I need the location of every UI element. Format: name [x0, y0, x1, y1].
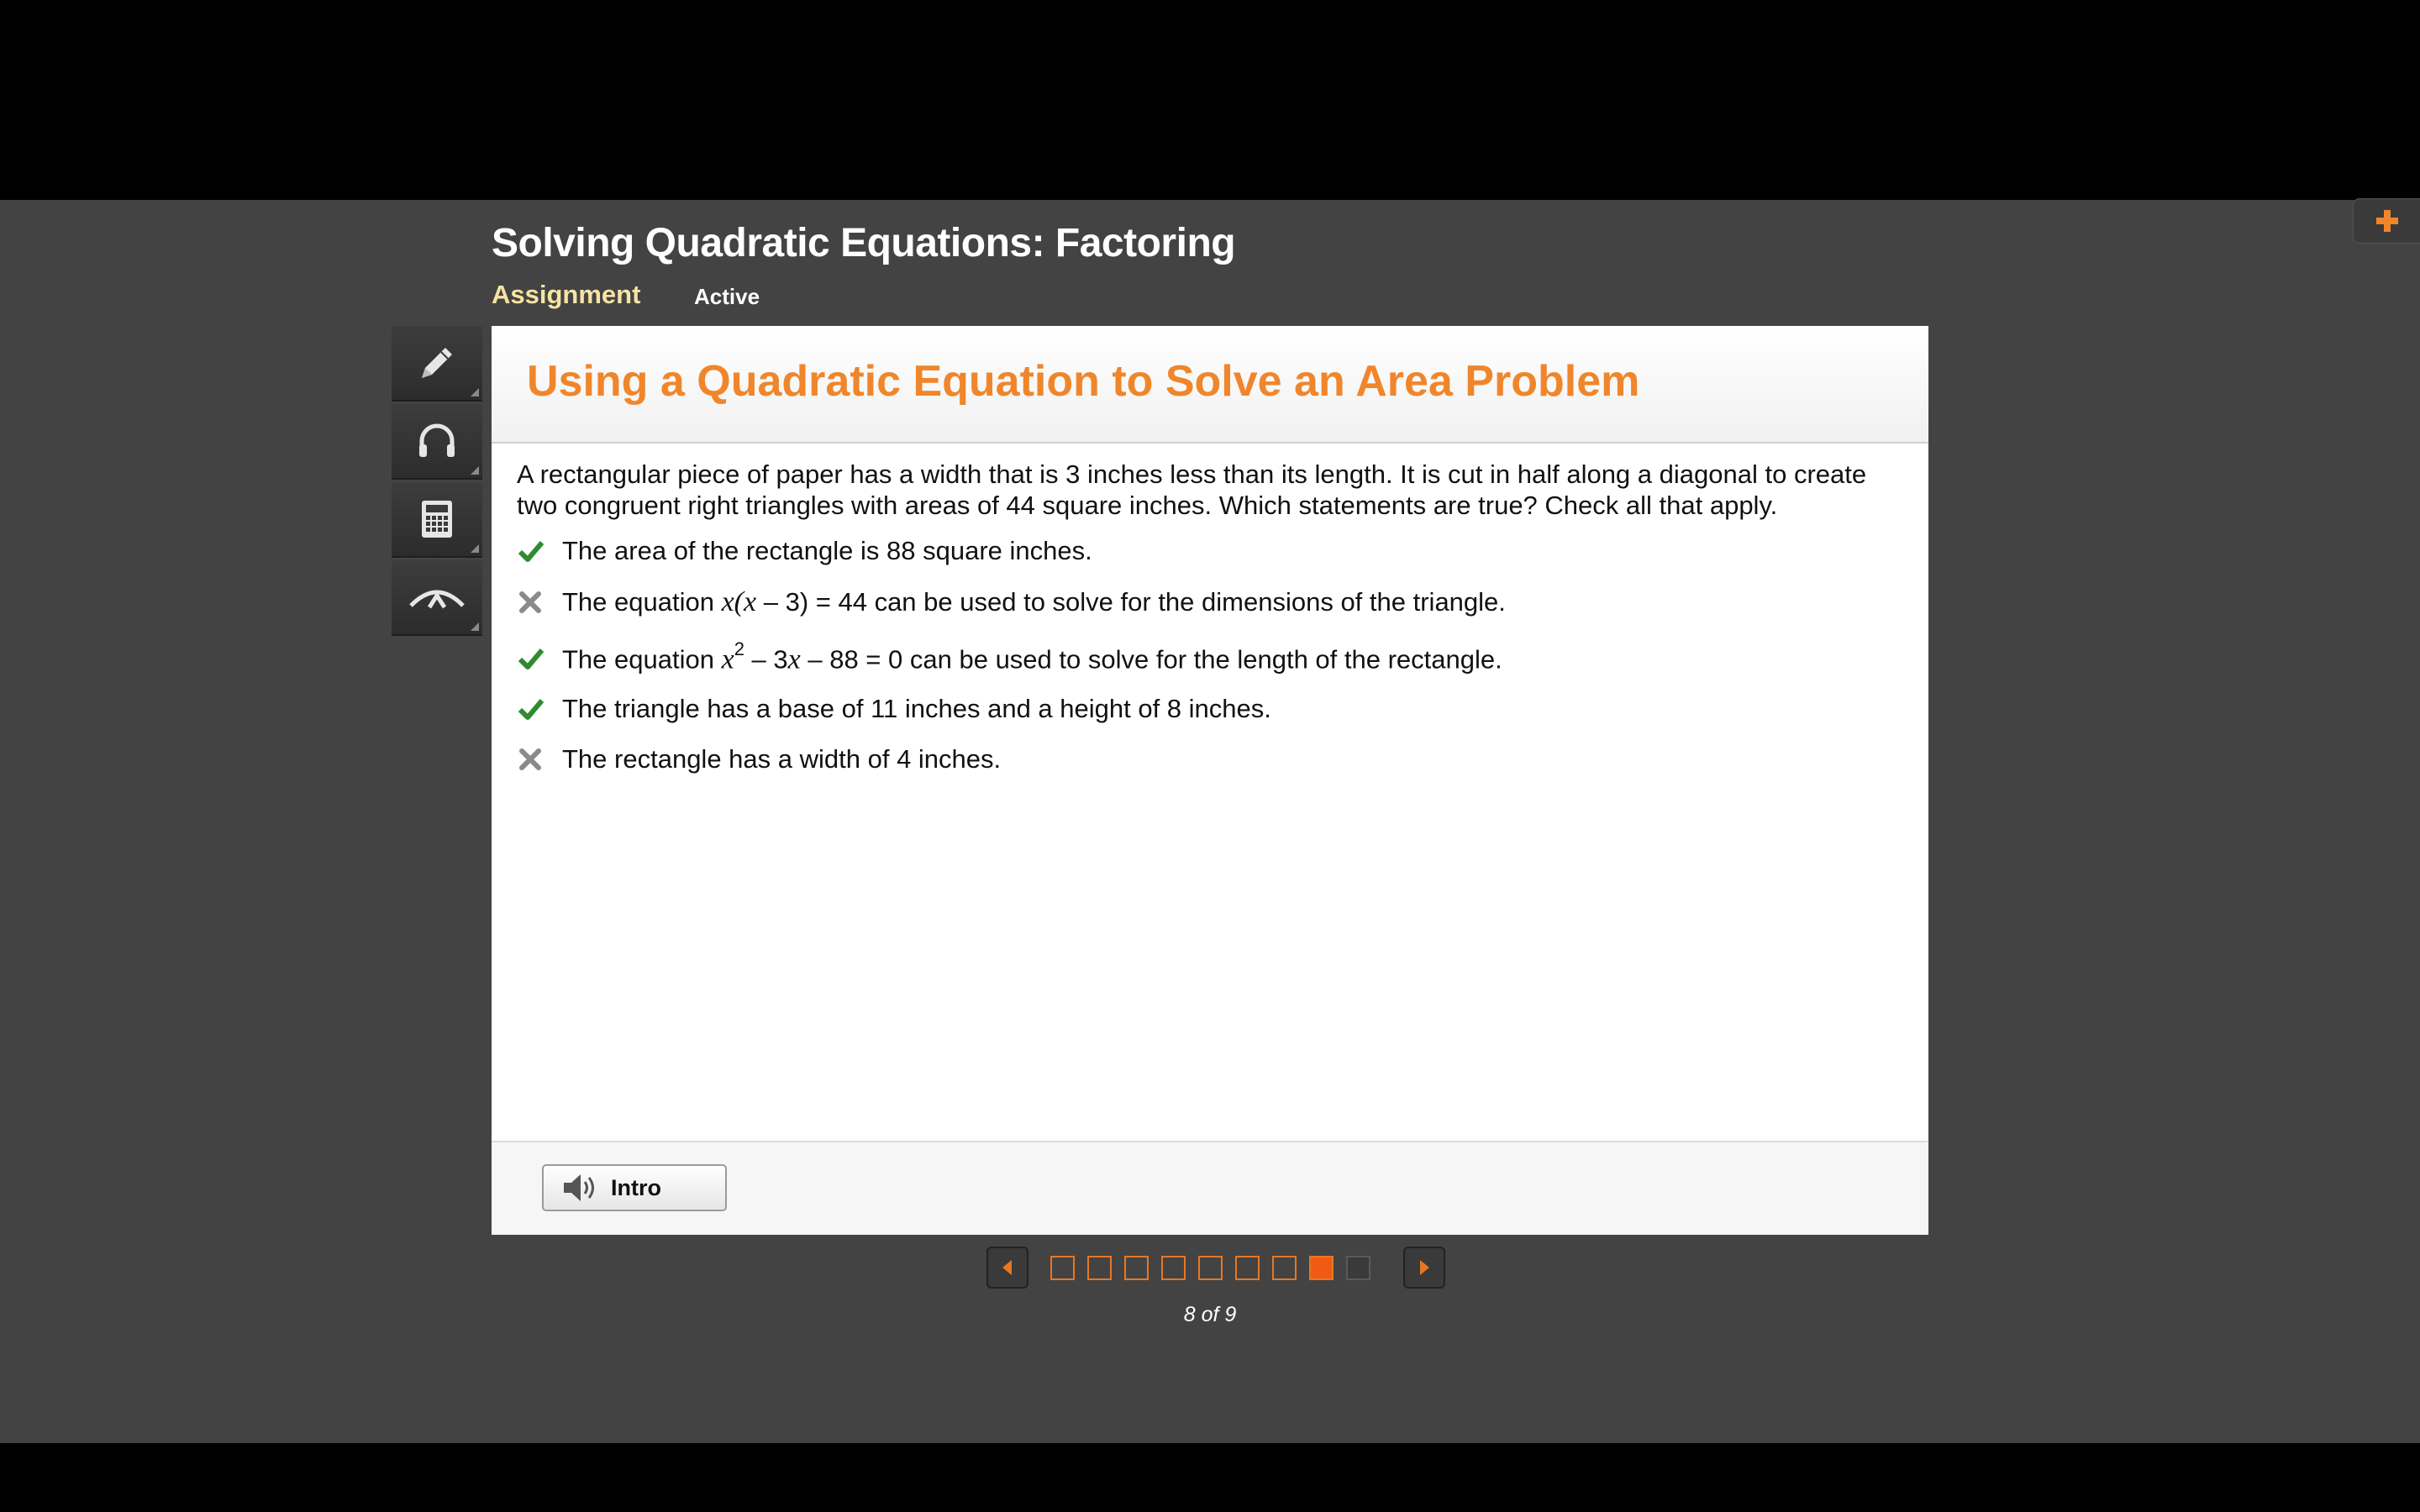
x-icon: [518, 591, 542, 614]
arrow-left-icon: [999, 1258, 1016, 1277]
answer-option-4[interactable]: [517, 694, 1271, 724]
check-icon: [518, 648, 544, 669]
activity-footer: [492, 1141, 1928, 1235]
answer-text: The rectangle has a width of 4 inches.: [562, 744, 1002, 774]
answer-text: The equation $x^2 - 3x - 88 = 0$ can be used to solve for the length of the rectangle.: [562, 638, 1502, 675]
pencil-tool-button[interactable]: [392, 326, 482, 402]
x-icon: [518, 748, 542, 771]
lesson-title: Solving Quadratic Equations: Factoring: [492, 221, 1236, 265]
intro-button[interactable]: [542, 1164, 727, 1211]
audio-tool-button[interactable]: [392, 404, 482, 480]
calculator-tool-button[interactable]: [392, 482, 482, 558]
page-indicator-7[interactable]: [1272, 1256, 1297, 1280]
previous-page-button[interactable]: [986, 1247, 1028, 1289]
page-navigator: [986, 1247, 1445, 1289]
page-indicator-6[interactable]: [1235, 1256, 1260, 1280]
lesson-type-label: Assignment: [492, 280, 641, 309]
answer-text: The equation x(x – 3) = 44 can be used to solve for the dimensions of the triangle.: [562, 586, 1506, 617]
intro-label: Intro: [611, 1174, 661, 1200]
answer-option-5[interactable]: [517, 744, 1001, 774]
next-page-button[interactable]: [1403, 1247, 1445, 1289]
collapse-tool-button[interactable]: [392, 560, 482, 636]
speaker-icon: [562, 1171, 599, 1205]
check-icon: [518, 698, 544, 720]
answer-option-3[interactable]: [517, 638, 1502, 675]
page-count: 8 of 9: [1183, 1303, 1237, 1326]
page-indicator-3[interactable]: [1124, 1256, 1149, 1280]
pencil-icon: [413, 339, 460, 386]
tool-sidebar: [392, 326, 482, 638]
activity-title: Using a Quadratic Equation to Solve an Area Problem: [527, 357, 1640, 406]
page-indicator-4[interactable]: [1161, 1256, 1186, 1280]
expand-button[interactable]: [2353, 198, 2420, 244]
page-indicator-8[interactable]: [1309, 1256, 1334, 1280]
page-indicator-5[interactable]: [1198, 1256, 1223, 1280]
question-text: A rectangular piece of paper has a width that is 3 inches less than its length. It is cut in half along a diagonal to create two congruent right triangles with areas of 44 square inches. Which statements are true? Check all that apply.: [517, 459, 1867, 520]
activity-header: [492, 326, 1928, 444]
plus-icon: [2375, 208, 2400, 234]
answer-text: The area of the rectangle is 88 square inches.: [562, 536, 1092, 565]
arrow-right-icon: [1416, 1258, 1433, 1277]
calculator-icon: [413, 496, 460, 543]
lesson-status: Active: [694, 284, 760, 309]
answer-text: The triangle has a base of 11 inches and a height of 8 inches.: [562, 694, 1271, 723]
page-indicators: [1050, 1256, 1383, 1280]
page-indicator-2[interactable]: [1087, 1256, 1112, 1280]
answer-option-1[interactable]: [517, 536, 1092, 566]
answer-option-2[interactable]: [517, 586, 1506, 618]
activity-panel: [492, 326, 1928, 1235]
page-indicator-9[interactable]: [1346, 1256, 1370, 1280]
collapse-up-icon: [408, 574, 466, 621]
check-icon: [518, 540, 544, 562]
headphones-icon: [413, 417, 460, 465]
page-indicator-1[interactable]: [1050, 1256, 1075, 1280]
